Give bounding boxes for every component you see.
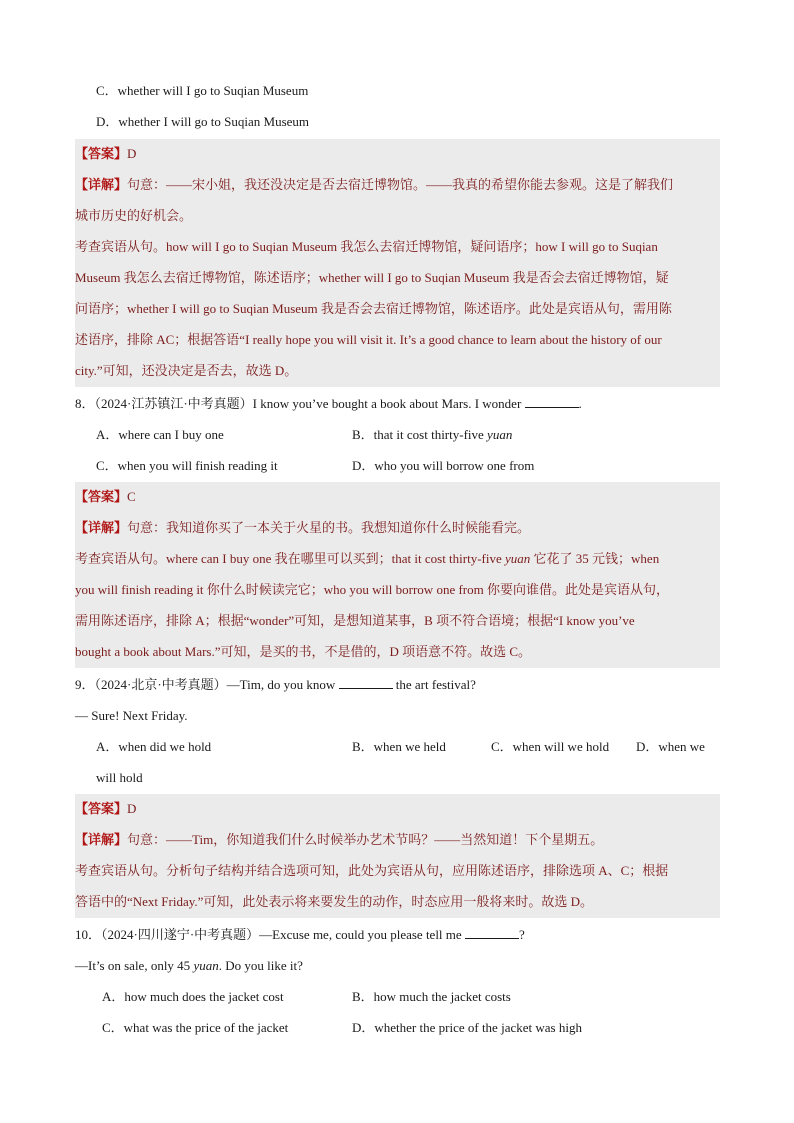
q8-option-b-italic: yuan bbox=[487, 427, 513, 442]
q9-detail-line-1 bbox=[75, 830, 603, 850]
answer-value: C bbox=[127, 489, 136, 504]
detail-label: 【详解】 bbox=[75, 520, 128, 535]
q7-detail-line-7: city.”可知，还没决定是否去，故选 D。 bbox=[75, 363, 298, 378]
q8-option-a: A．where can I buy one bbox=[96, 427, 224, 442]
answer-label: 【答案】 bbox=[75, 146, 128, 161]
q8-detail-line-5: bought a book about Mars.”可知，是买的书，不是借的，D 项语意不符。故选 C。 bbox=[75, 644, 532, 659]
detail-text: 句意：——宋小姐，我还没决定是否去宿迁博物馆。——我真的希望你能去参观。这是了解我们 bbox=[127, 177, 674, 192]
q10-reply-italic: yuan bbox=[193, 958, 219, 973]
q7-detail-line-3: 考查宾语从句。how will I go to Suqian Museum 我怎么去宿迁博物馆，疑问语序；how I will go to Suqian bbox=[75, 239, 658, 254]
q7-answer-line bbox=[75, 144, 136, 164]
q10-stem bbox=[75, 925, 525, 945]
q9-stem bbox=[75, 675, 476, 695]
detail-label: 【详解】 bbox=[75, 177, 128, 192]
q7-detail-line-4: Museum 我怎么去宿迁博物馆，陈述语序；whether will I go to Suqian Museum 我是否会去宿迁博物馆，疑 bbox=[75, 270, 669, 285]
q8-option-d: D．who you will borrow one from bbox=[352, 458, 535, 473]
q10-option-d: D．whether the price of the jacket was high bbox=[352, 1020, 582, 1035]
q8-option-c: C．when you will finish reading it bbox=[96, 458, 278, 473]
q10-reply bbox=[75, 956, 303, 976]
q9-detail-line-2: 考查宾语从句。分析句子结构并结合选项可知，此处为宾语从句，应用陈述语序，排除选项 A、C；根据 bbox=[75, 863, 669, 878]
q8-stem-end: . bbox=[578, 396, 582, 411]
q9-reply: — Sure! Next Friday. bbox=[75, 708, 188, 723]
answer-label: 【答案】 bbox=[75, 801, 128, 816]
q8-answer-line bbox=[75, 487, 136, 507]
q7-detail-line-5: 问语序；whether I will go to Suqian Museum 我是否会去宿迁博物馆，陈述语序。此处是宾语从句，需用陈 bbox=[75, 301, 672, 316]
q8-answer-block bbox=[75, 482, 720, 668]
q9-option-a: A．when did we hold bbox=[96, 739, 212, 754]
q7-detail-line-2: 城市历史的好机会。 bbox=[75, 208, 193, 223]
detail-text: 句意：——Tim，你知道我们什么时候举办艺术节吗？——当然知道！下个星期五。 bbox=[127, 832, 604, 847]
detail-text: 它花了 35 元钱；when bbox=[530, 551, 660, 566]
q7-option-d: D．whether I will go to Suqian Museum bbox=[96, 114, 310, 129]
detail-label: 【详解】 bbox=[75, 832, 128, 847]
q10-stem-text: 10．（2024·四川遂宁·中考真题）—Excuse me, could you please tell me bbox=[75, 927, 462, 942]
q10-option-b: B．how much the jacket costs bbox=[352, 989, 511, 1004]
answer-value: D bbox=[127, 146, 137, 161]
q8-detail-line-3: you will finish reading it 你什么时候读完它；who you will borrow one from 你要向谁借。此处是宾语从句， bbox=[75, 582, 669, 597]
q8-detail-line-1 bbox=[75, 518, 530, 538]
q8-stem-text: 8．（2024·江苏镇江·中考真题）I know you’ve bought a book about Mars. I wonder bbox=[75, 396, 522, 411]
q9-option-d: D．when we bbox=[636, 739, 705, 754]
detail-text: 句意：我知道你买了一本关于火星的书。我想知道你什么时候能看完。 bbox=[127, 520, 531, 535]
detail-italic: yuan bbox=[505, 551, 531, 566]
detail-text: 考查宾语从句。where can I buy one 我在哪里可以买到；that it cost thirty-five bbox=[75, 551, 506, 566]
q10-stem-end: ? bbox=[518, 927, 525, 942]
q9-option-c: C．when will we hold bbox=[491, 739, 610, 754]
answer-blank bbox=[465, 926, 519, 939]
answer-label: 【答案】 bbox=[75, 489, 128, 504]
q7-answer-block bbox=[75, 139, 720, 387]
q9-option-d-continued: will hold bbox=[96, 770, 143, 785]
q10-reply-text: —It’s on sale, only 45 bbox=[75, 958, 194, 973]
q7-option-c: C．whether will I go to Suqian Museum bbox=[96, 83, 309, 98]
q8-option-b-text: B．that it cost thirty-five bbox=[352, 427, 488, 442]
q10-option-c: C．what was the price of the jacket bbox=[102, 1020, 289, 1035]
q9-detail-line-3: 答语中的“Next Friday.”可知，此处表示将来要发生的动作，时态应用一般将来时。故选 D。 bbox=[75, 894, 594, 909]
q10-reply-end: . Do you like it? bbox=[218, 958, 303, 973]
answer-value: D bbox=[127, 801, 137, 816]
q7-detail-line-6: 述语序，排除 AC；根据答语“I really hope you will visit it. It’s a good chance to learn about the history of our bbox=[75, 332, 662, 347]
q7-detail-line-1 bbox=[75, 175, 673, 195]
q9-answer-block bbox=[75, 794, 720, 918]
answer-blank bbox=[525, 395, 579, 408]
q8-detail-line-2 bbox=[75, 549, 659, 569]
q8-option-b bbox=[352, 425, 512, 445]
q9-option-b: B．when we held bbox=[352, 739, 446, 754]
q8-detail-line-4: 需用陈述语序，排除 A；根据“wonder”可知，是想知道某事，B 项不符合语境；根据“I know you’ve bbox=[75, 613, 635, 628]
q9-stem-text: 9．（2024·北京·中考真题）—Tim, do you know bbox=[75, 677, 336, 692]
answer-blank bbox=[339, 676, 393, 689]
q9-answer-line bbox=[75, 799, 136, 819]
q10-option-a: A．how much does the jacket cost bbox=[102, 989, 284, 1004]
q9-stem-end: the art festival? bbox=[395, 677, 476, 692]
q8-stem bbox=[75, 394, 582, 414]
